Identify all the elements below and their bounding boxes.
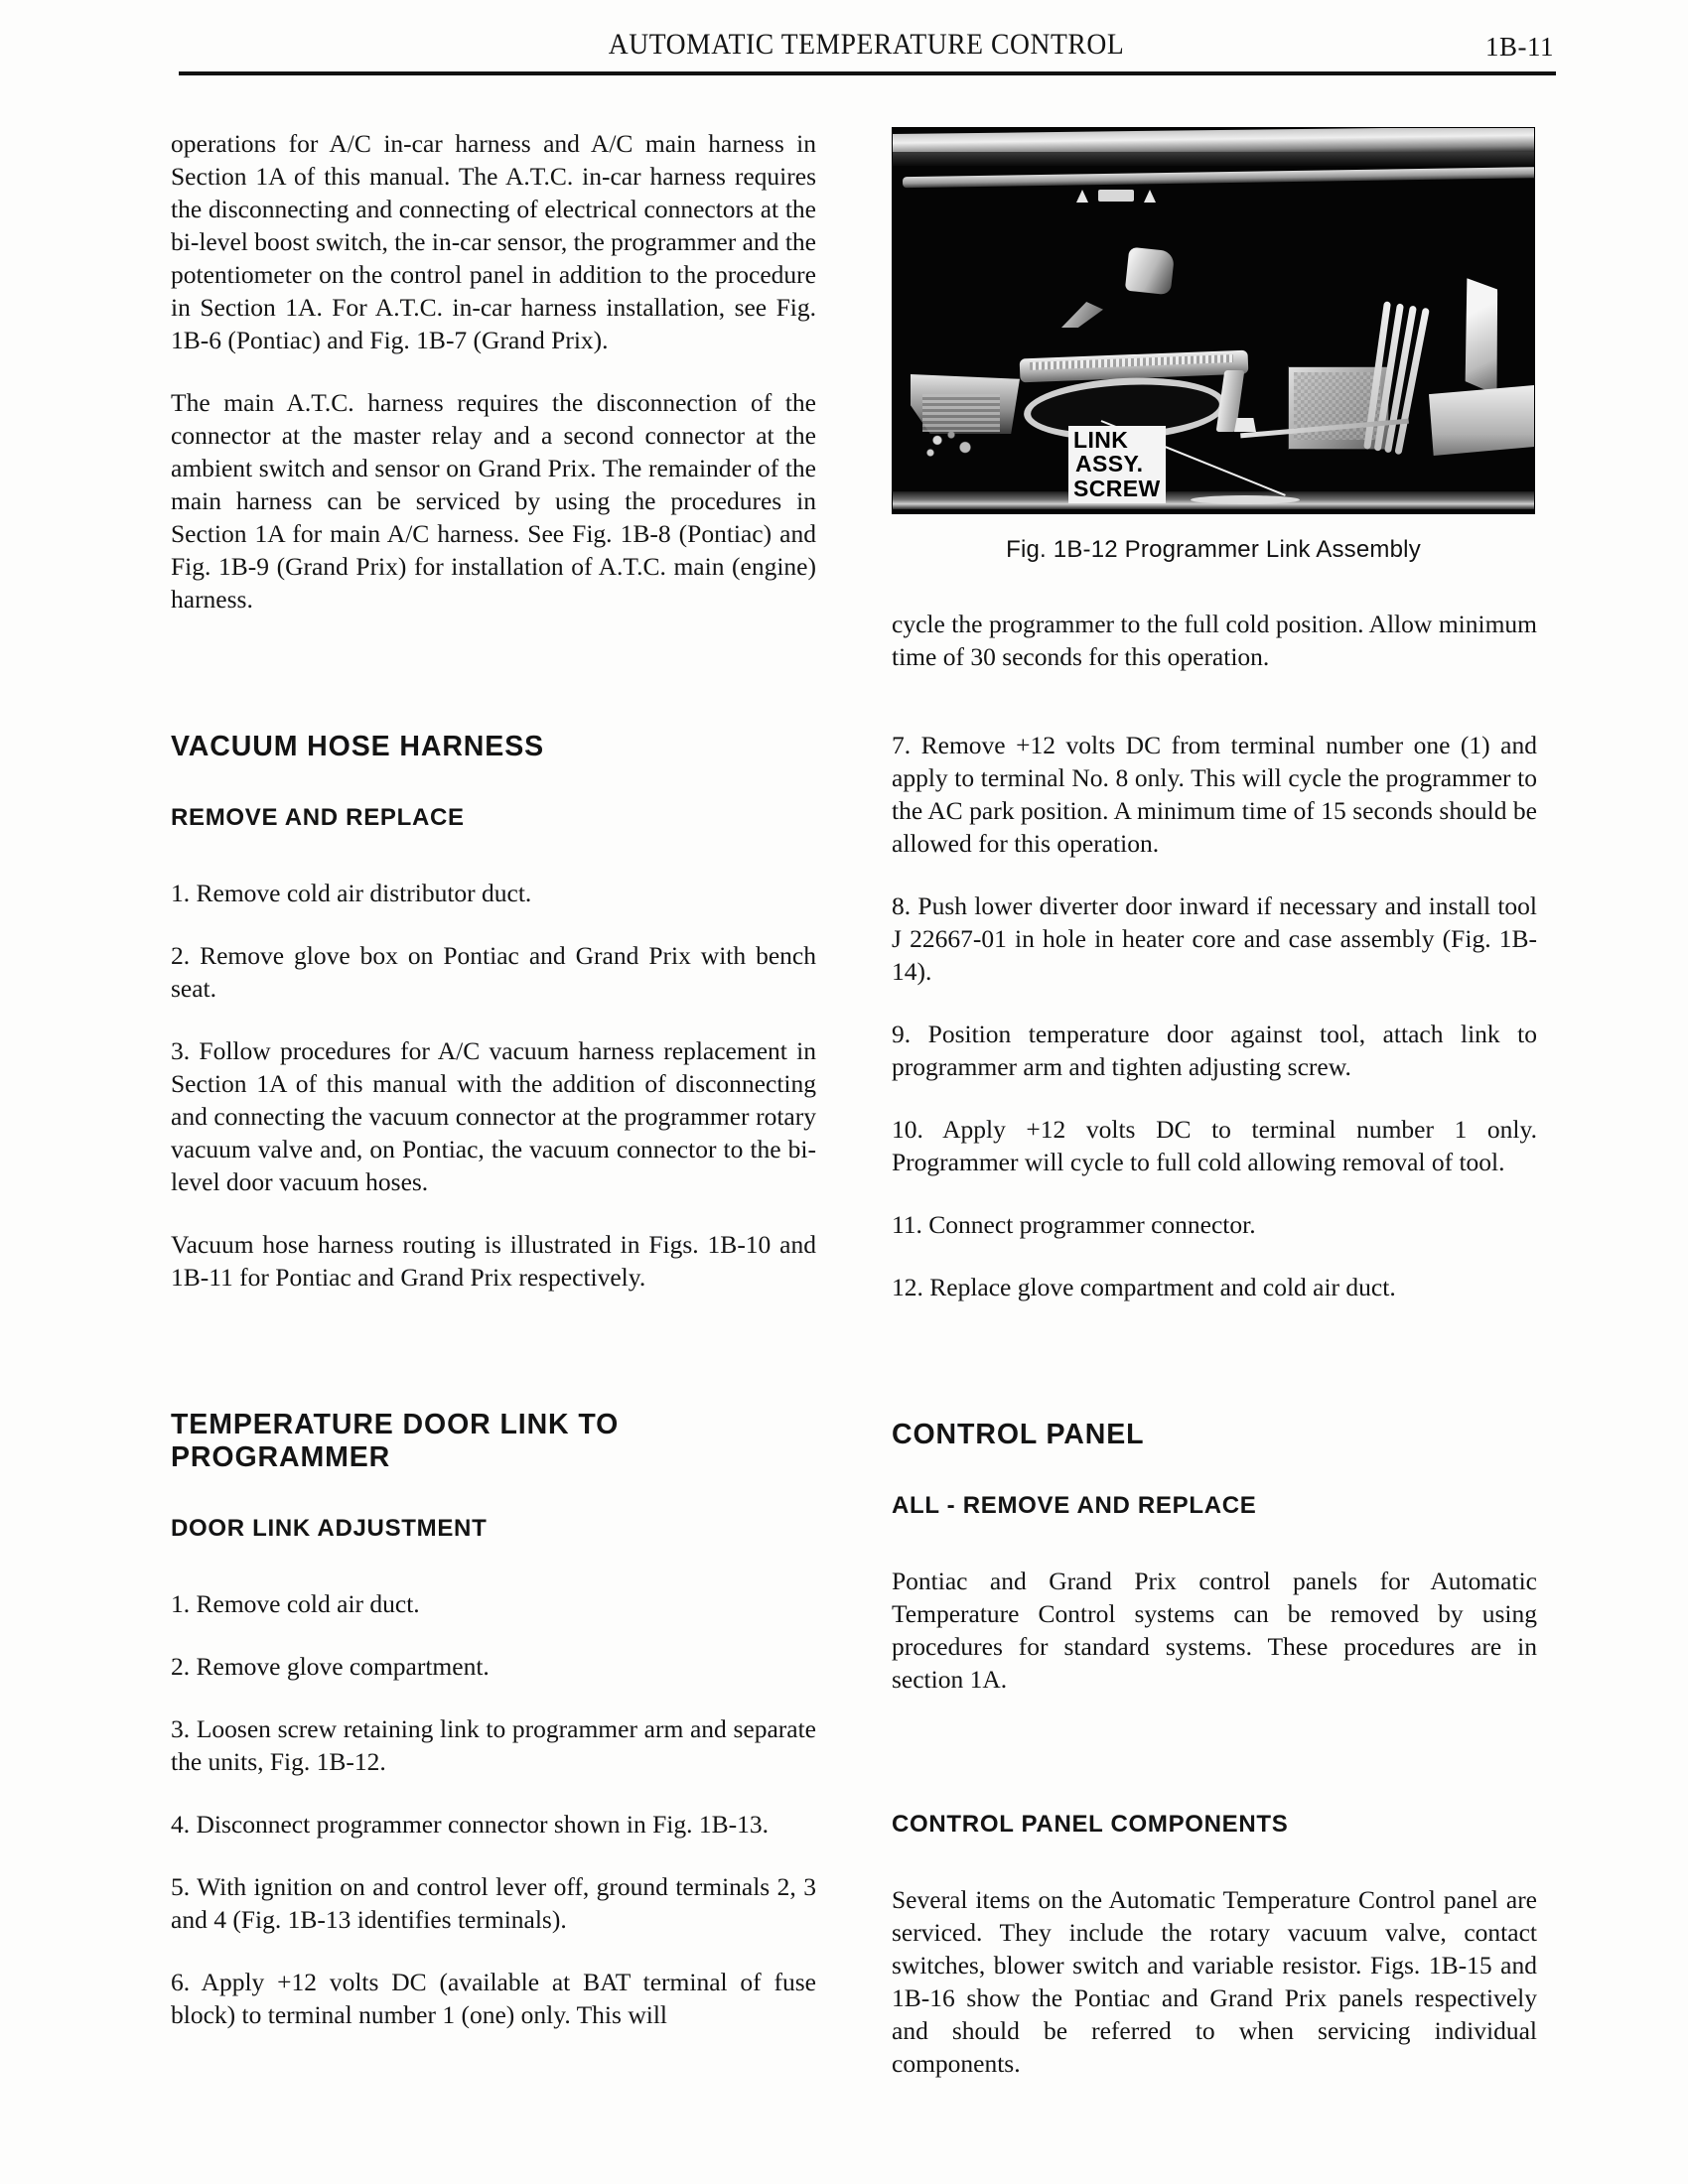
heading-vacuum-hose-harness: VACUUM HOSE HARNESS xyxy=(171,731,545,763)
spacer xyxy=(171,1544,816,1587)
figure-caption: Fig. 1B-12 Programmer Link Assembly xyxy=(1006,536,1421,563)
spacer xyxy=(892,703,1537,729)
right-column xyxy=(892,127,1537,2110)
step-item: 3. Loosen screw retaining link to programmer arm and separate the units, Fig. 1B-12. xyxy=(171,1713,816,1776)
spacer xyxy=(171,764,816,804)
callout-line-2: ASSY. xyxy=(1075,451,1144,478)
photo-dash-shadow xyxy=(892,152,1535,166)
spacer xyxy=(892,1840,1537,1883)
spacer xyxy=(892,1333,1537,1419)
photo-lower-highlight xyxy=(1191,495,1300,504)
step-item: 8. Push lower diverter door inward if necessary and install tool J 22667-01 in hole in heater core and case assembly (Fig. 1B-14). xyxy=(892,891,1537,987)
figure-programmer-link-assembly xyxy=(892,127,1537,564)
step-item: 5. With ignition on and control lever off, ground terminals 2, 3 and 4 (Fig. 1B-13 identifies terminals). xyxy=(171,1871,816,1934)
photo-trim-strip xyxy=(903,167,1535,188)
step-item: 4. Disconnect programmer connector shown in Fig. 1B-13. xyxy=(171,1809,769,1839)
running-head xyxy=(179,28,1554,75)
step-item: 2. Remove glove compartment. xyxy=(171,1651,490,1681)
photo-screw-head xyxy=(1234,418,1256,432)
step-item: 7. Remove +12 volts DC from terminal number one (1) and apply to terminal No. 8 only. This will cycle the programmer to the AC park position. A minimum time of 15 seconds should be allowed for this operation. xyxy=(892,731,1537,859)
photo-floor-texture xyxy=(916,426,986,462)
callout-link-assy-screw xyxy=(1068,426,1166,503)
step-item: 1. Remove cold air duct. xyxy=(171,1588,420,1618)
subheading-all-remove-and-replace: ALL - REMOVE AND REPLACE xyxy=(892,1491,1257,1519)
callout-line-3: SCREW xyxy=(1073,475,1161,501)
photo-clip-plate xyxy=(1098,190,1134,202)
photo-duct xyxy=(1125,247,1175,296)
step-item: 10. Apply +12 volts DC to terminal number 1 only. Programmer will cycle to full cold allowing removal of tool. xyxy=(892,1115,1537,1177)
step-item: 6. Apply +12 volts DC (available at BAT terminal of fuse block) to terminal number 1 (one) only. This will xyxy=(171,1967,816,2029)
step-item: 1. Remove cold air distributor duct. xyxy=(171,878,532,907)
spacer xyxy=(892,564,1537,608)
step-item: 12. Replace glove compartment and cold air duct. xyxy=(892,1273,1396,1302)
subheading-remove-and-replace: REMOVE AND REPLACE xyxy=(171,803,465,831)
heading-temperature-door-link: TEMPERATURE DOOR LINK TO PROGRAMMER xyxy=(171,1408,620,1474)
spacer xyxy=(892,1521,1537,1565)
header-divider xyxy=(179,71,1556,75)
photo-clip-right xyxy=(1144,190,1156,203)
photo-duct-edge xyxy=(1061,302,1103,328)
paragraph-components: Several items on the Automatic Temperature Control panel are serviced. They include the rotary vacuum valve, contact switches, blower switch and variable resistor. Figs. 1B-15 and 1B-16 show the Pontiac and Grand Prix panels respectively and should be referred to when servicing individual components. xyxy=(892,1884,1537,2078)
spacer xyxy=(892,1725,1537,1811)
spacer xyxy=(171,645,816,731)
spacer xyxy=(171,833,816,877)
step-item: 9. Position temperature door against tool, attach link to programmer arm and tighten adjusting screw. xyxy=(892,1020,1537,1082)
spacer xyxy=(892,1452,1537,1492)
photo-hose-bundle xyxy=(1371,305,1433,454)
paragraph-harness-operations: operations for A/C in-car harness and A/C main harness in Section 1A of this manual. The A.T.C. in-car harness requires the disconnecting and connecting of electrical connectors at the bi-level boost switch, the in-car sensor, the programmer and the potentiometer on the control panel in addition to the procedure in Section 1A. For A.T.C. in-car harness installation, see Fig. 1B-6 (Pontiac) and Fig. 1B-7 (Grand Prix). xyxy=(171,129,816,355)
page-number: 1B-11 xyxy=(1485,32,1554,62)
figure-photo xyxy=(892,127,1535,514)
spacer xyxy=(171,1323,816,1409)
spacer xyxy=(171,1475,816,1515)
photo-clip-left xyxy=(1076,190,1088,203)
left-column xyxy=(171,127,816,2061)
photo-right-panel xyxy=(1429,384,1535,456)
page-title: AUTOMATIC TEMPERATURE CONTROL xyxy=(608,28,1125,61)
step-item: 2. Remove glove box on Pontiac and Grand Prix with bench seat. xyxy=(171,940,816,1003)
step-item: 3. Follow procedures for A/C vacuum harness replacement in Section 1A of this manual with the addition of disconnecting and connecting the vacuum connector at the programmer rotary vacuum valve and, on Pontiac, the vacuum connector to the bi-level door vacuum hoses. xyxy=(171,1035,816,1196)
photo-pedal xyxy=(1455,275,1508,398)
step-item: 11. Connect programmer connector. xyxy=(892,1210,1256,1240)
paragraph-continuation: cycle the programmer to the full cold position. Allow minimum time of 30 seconds for this operation. xyxy=(892,610,1537,672)
callout-line-1: LINK xyxy=(1073,427,1129,453)
paragraph-vacuum-routing: Vacuum hose harness routing is illustrated in Figs. 1B-10 and 1B-11 for Pontiac and Grand Prix respectively. xyxy=(171,1229,816,1292)
subheading-control-panel-components: CONTROL PANEL COMPONENTS xyxy=(892,1810,1289,1838)
paragraph-control-panel: Pontiac and Grand Prix control panels for Automatic Temperature Control systems can be removed by using procedures for standard systems. These procedures are in section 1A. xyxy=(892,1566,1537,1694)
paragraph-main-harness: The main A.T.C. harness requires the disconnection of the connector at the master relay and a second connector at the ambient switch and sensor on Grand Prix. The remainder of the main harness can be serviced by using the procedures in Section 1A for main A/C harness. See Fig. 1B-8 (Pontiac) and Fig. 1B-9 (Grand Prix) for installation of A.T.C. main (engine) harness. xyxy=(171,388,816,614)
subheading-door-link-adjustment: DOOR LINK ADJUSTMENT xyxy=(171,1515,488,1543)
heading-control-panel: CONTROL PANEL xyxy=(892,1419,1145,1451)
